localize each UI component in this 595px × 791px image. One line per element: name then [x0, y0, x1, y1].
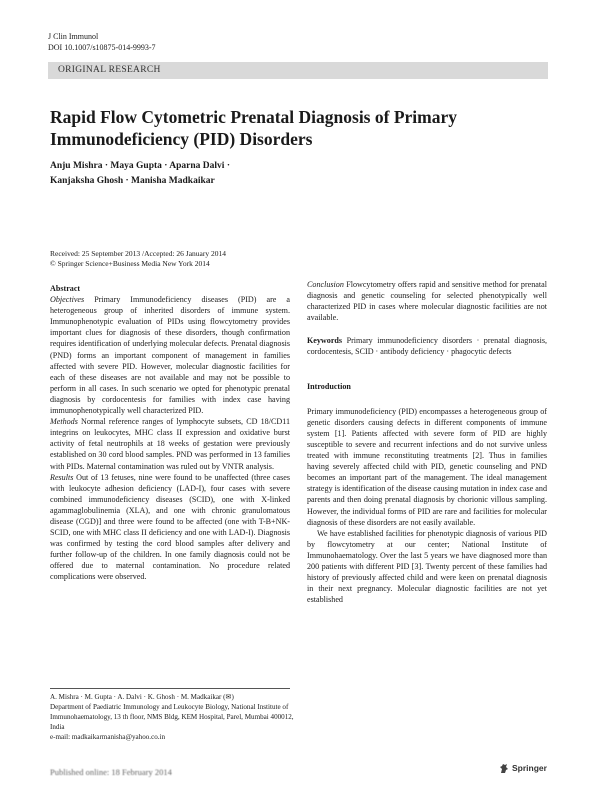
- abstract-methods: [50, 416, 290, 471]
- publisher-name: Springer: [512, 763, 547, 773]
- conclusion-label: Conclusion: [307, 280, 344, 289]
- introduction-paragraph-2: We have established facilities for phenotypic diagnosis of various PID by flowcytometry at our center; National Institute of Immunohaematology. Over the last 5 years we have diagnosed more than 200 patients with different PID [3]. Twenty percent of these families had history of previously affected child and were keen on prenatal diagnosis in their next pregnancy. Molecular diagnostic facilities are not yet established: [307, 528, 547, 605]
- results-text: Out of 13 fetuses, nine were found to be unaffected (three cases with leukocyte adhesion deficiency (LAD-I), four cases with severe combined immunodeficiency diseases (SCID), one with X-linked agammaglobulinemia (XLA), and one with chronic granulomatous disease (CGD)] and three were found to be affected (one with T-B+NK-SCID, one with MHC class II deficiency and one with LAD-I). Diagnosis was confirmed by testing the cord blood samples after delivery and further follow-up of the children. In one family diagnosis could not be offered due to maternal contamination. No procedure related complications were observed.: [50, 472, 290, 582]
- article-dates: [50, 249, 226, 269]
- objectives-text: Primary Immunodeficiency diseases (PID) are a heterogeneous group of inherited disorders of immune system. Immunophenotypic evaluation of PIDs using flowcytometry provides important clues for diagnosis of these disorders, though confirmation requires identification of underlying molecular defects. Prenatal diagnosis (PND) forms an important component of management in families affected with severe PID. However, molecular diagnostic facilities for each of these diseases are not available and may not be possible to perform in all cases. In such scenario we opted for phenotypic prenatal diagnosis by cordocentesis for families with index case having immunophenotypically well characterized PID.: [50, 295, 290, 416]
- abstract-column: [50, 283, 290, 583]
- doi: DOI 10.1007/s10875-014-9993-7: [48, 43, 156, 52]
- published-online: Published online: 18 February 2014: [50, 767, 172, 777]
- keywords: [307, 335, 547, 357]
- section-banner: [48, 62, 548, 79]
- received-accepted: Received: 25 September 2013 /Accepted: 26 January 2014: [50, 249, 226, 258]
- abstract-objectives: [50, 294, 290, 416]
- publisher-logo: [499, 763, 547, 774]
- objectives-label: Objectives: [50, 295, 85, 305]
- introduction-paragraph-1: Primary immunodeficiency (PID) encompasses a heterogeneous group of genetic disorders causing defects in different components of immune system [1]. Patients affected with severe form of PID are highly susceptible to severe and recurrent infections and do not survive unless treated with immune reconstituting treatments [2]. Thus in families having severely affected child with PID, genetic counseling and PND becomes an important part of the management. The ideal management strategy is identification of the disease causing mutation in index case and parents and then doing prenatal diagnosis by chorionic villous sampling. However, the individual forms of PID are rare and facilities for molecular diagnosis of these disorders are not easily available.: [307, 406, 547, 527]
- author-list: [50, 159, 450, 189]
- abstract-conclusion: [307, 279, 547, 323]
- abstract-results: [50, 472, 290, 583]
- copyright: © Springer Science+Business Media New York 2014: [50, 259, 210, 268]
- methods-text: Normal reference ranges of lymphocyte subsets, CD 18/CD11 integrins on leukocytes, MHC class II expression and oxidative burst activity of fetal neutrophils at 18 weeks of gestation were previously established on 30 cord blood samples. PND was performed in 13 families with PIDs. Maternal contamination was ruled out by VNTR analysis.: [50, 417, 290, 471]
- conclusion-text: Flowcytometry offers rapid and sensitive method for prenatal diagnosis and genetic counseling for selected phenotypically well characterized PID in cases where molecular diagnostic facilities are not available.: [307, 280, 547, 323]
- author-line-1: Anju Mishra · Maya Gupta · Aparna Dalvi ·: [50, 161, 230, 171]
- methods-label: Methods: [50, 417, 78, 427]
- journal-header: [48, 31, 156, 53]
- affiliation-email: e-mail: madkaikarmanisha@yahoo.co.in: [50, 733, 166, 741]
- section-label: ORIGINAL RESEARCH: [58, 65, 161, 75]
- article-title: Rapid Flow Cytometric Prenatal Diagnosis of Primary Immunodeficiency (PID) Disorders: [50, 107, 457, 149]
- introduction-heading: Introduction: [307, 381, 351, 391]
- results-label: Results: [50, 472, 74, 482]
- footnote-divider: [50, 688, 290, 689]
- keywords-label: Keywords: [307, 336, 343, 346]
- author-line-2: Kanjaksha Ghosh · Manisha Madkaikar: [50, 176, 215, 186]
- affiliation-names: A. Mishra · M. Gupta · A. Dalvi · K. Ghosh · M. Madkaikar (✉): [50, 693, 234, 701]
- abstract-heading: Abstract: [50, 284, 81, 293]
- affiliation-footnote: [50, 692, 295, 742]
- springer-horse-icon: [499, 763, 509, 774]
- affiliation-department: Department of Paediatric Immunology and Leukocyte Biology, National Institute of Immunohaematology, 13 th floor, NMS Bldg, KEM Hospital, Parel, Mumbai 400012, India: [50, 703, 294, 731]
- journal-name: J Clin Immunol: [48, 32, 99, 41]
- keywords-text: Primary immunodeficiency disorders · prenatal diagnosis, cordocentesis, SCID · antibody deficiency · phagocytic defects: [307, 336, 547, 357]
- right-column: [307, 279, 547, 605]
